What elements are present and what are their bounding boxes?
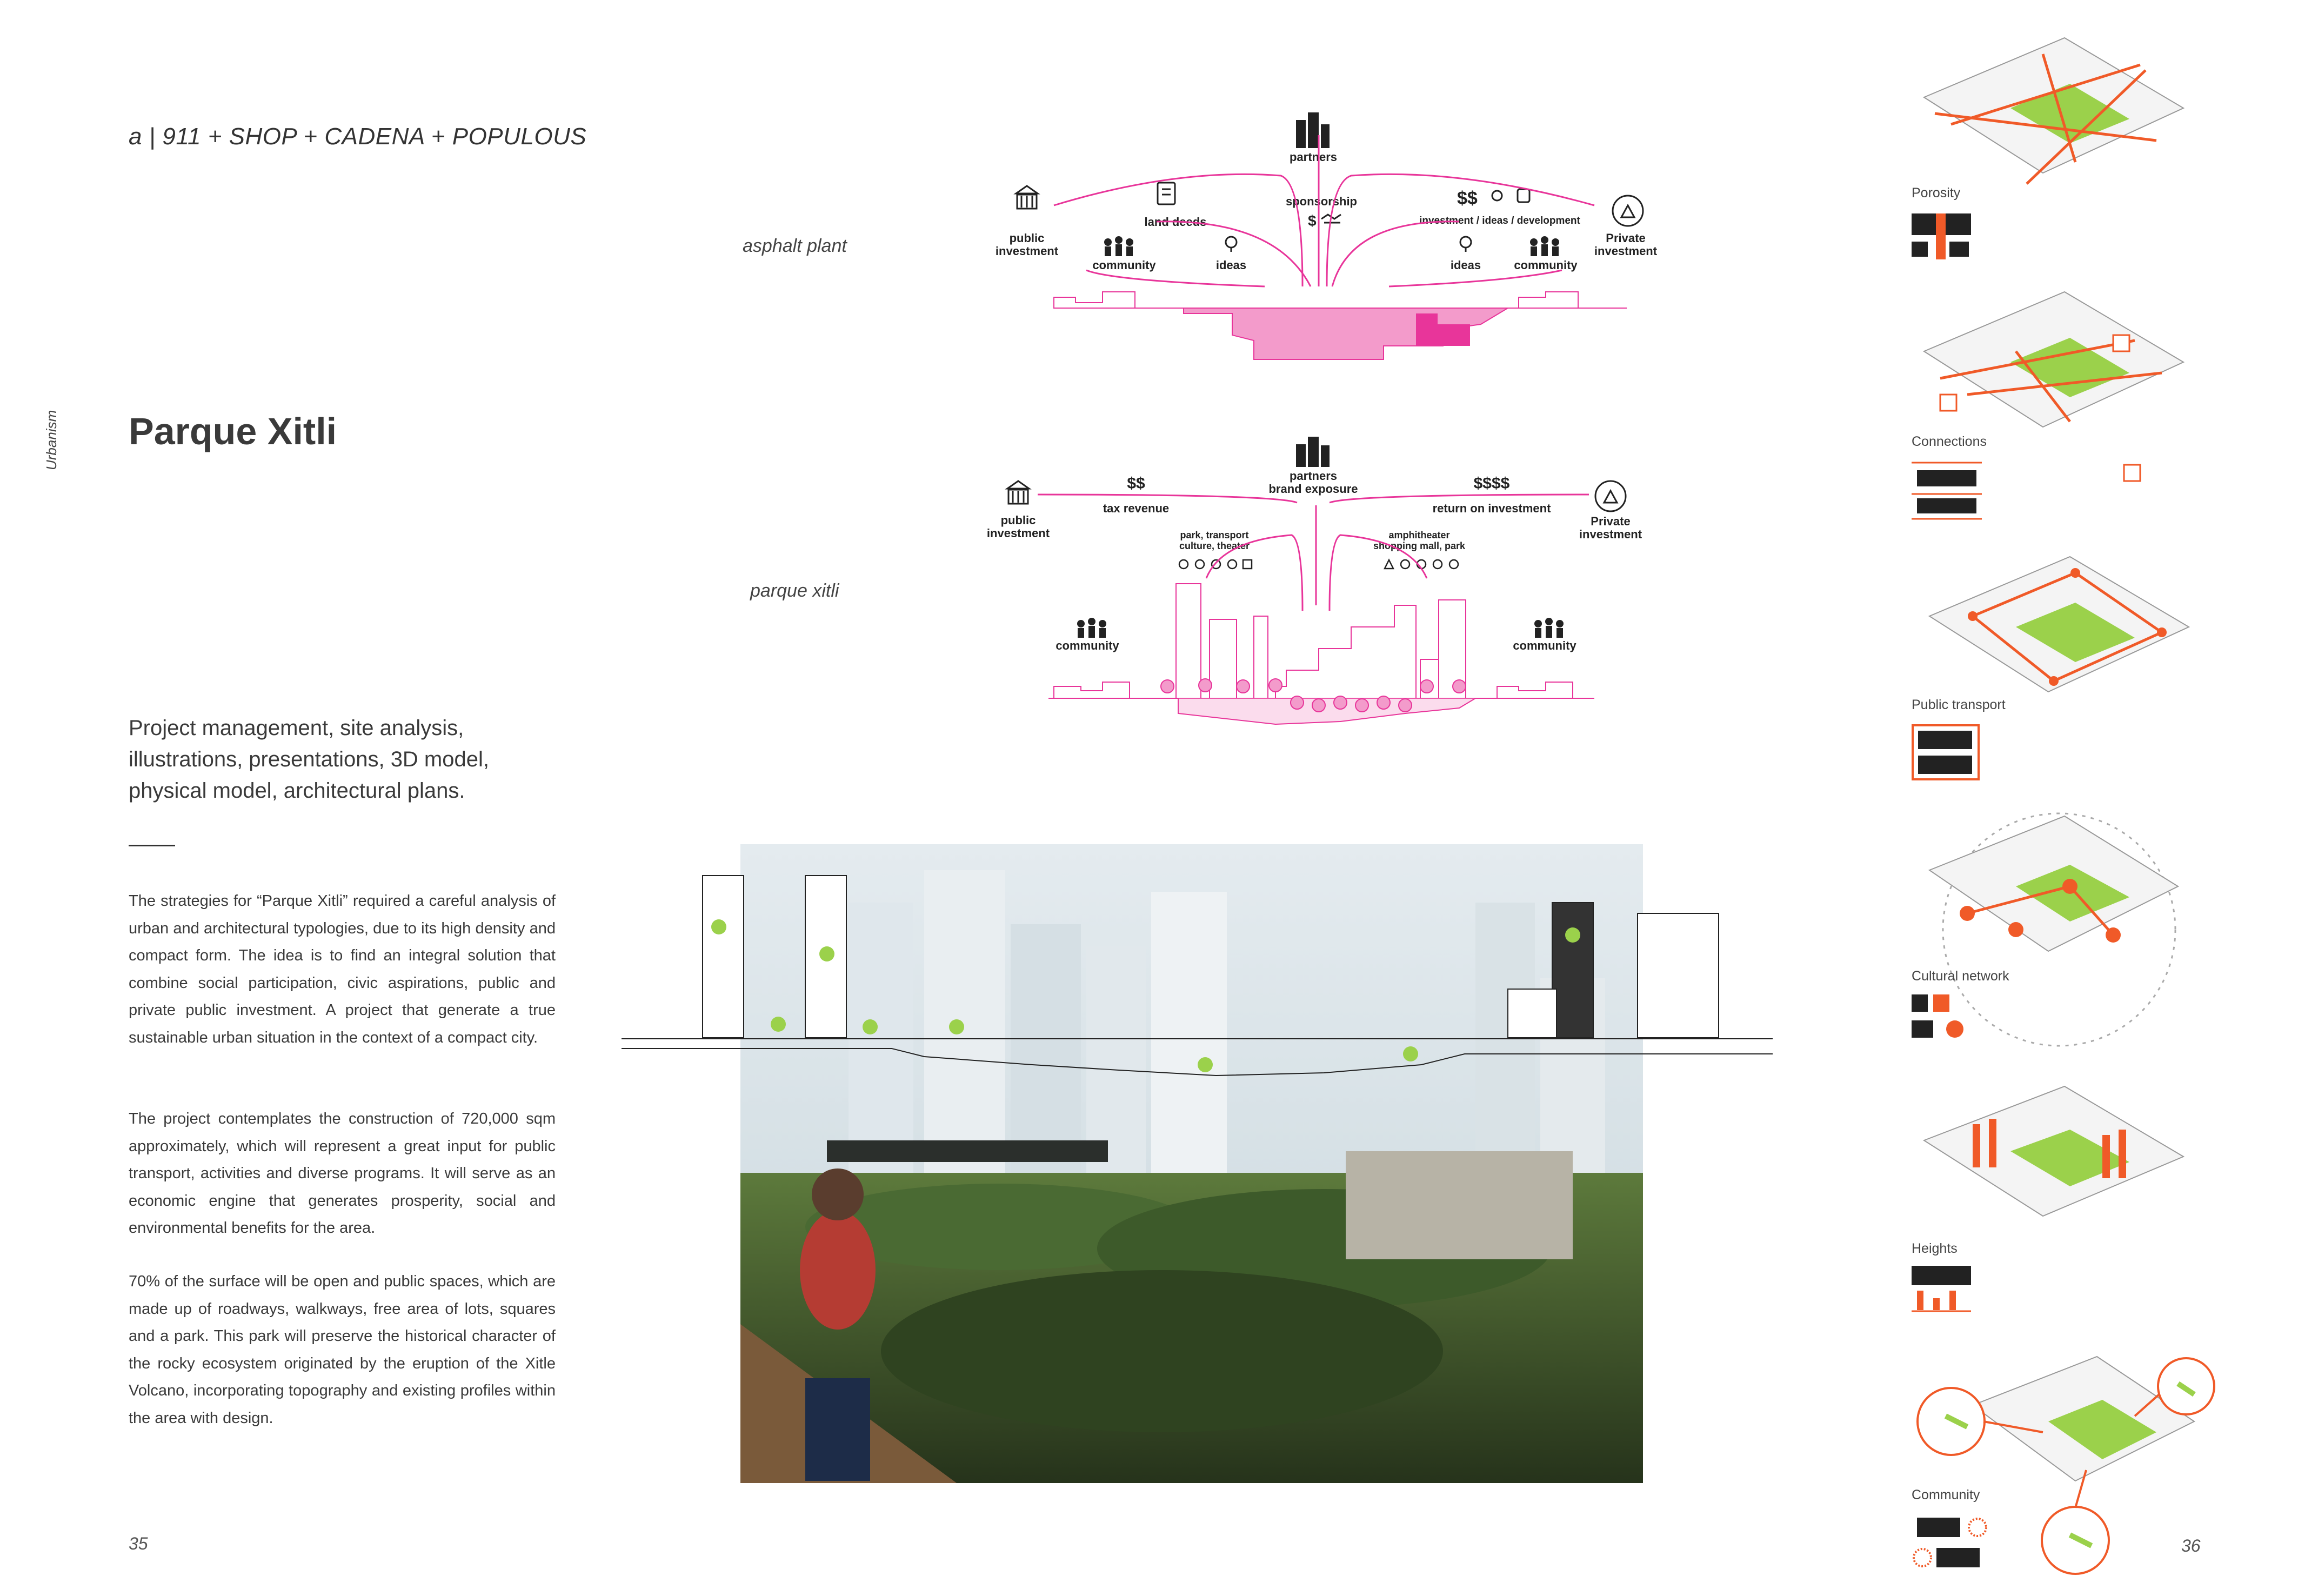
community-label-left: community xyxy=(1056,639,1119,652)
community-icon xyxy=(1530,236,1559,256)
money-symbol: $$ xyxy=(1457,188,1478,209)
private-investment-label-2: investment xyxy=(1594,244,1658,258)
body-paragraph-1: The strategies for “Parque Xitli” required a careful analysis of urban and architectural typologies, due to its high density and compact form. The idea is to find an integral solution that combine social participation, civic aspirations, public and private public investment. A project that generate a true sustainable urban situation in the context of a compact city. xyxy=(129,892,556,1046)
community-label-left: community xyxy=(1092,258,1156,272)
tax-revenue-label: tax revenue xyxy=(1103,502,1170,515)
cultural-network-key-icon xyxy=(1912,994,1971,1054)
parque-xitli-diagram xyxy=(973,432,1643,757)
investment-ideas-label: investment / ideas / development xyxy=(1419,215,1580,226)
page-number-left: 35 xyxy=(129,1534,148,1553)
community-label-right: community xyxy=(1513,639,1576,652)
panel-label-connections: Connections xyxy=(1912,434,1987,449)
park-rendering-image xyxy=(740,844,1643,1483)
section-label-parque: parque xitli xyxy=(750,580,839,601)
community-icon xyxy=(1534,618,1564,638)
section-rendering xyxy=(622,838,1778,1486)
heights-map xyxy=(1908,1081,2200,1254)
return-label: return on investment xyxy=(1432,502,1551,515)
ideas-label-left: ideas xyxy=(1215,258,1247,272)
community-icon xyxy=(1104,236,1133,256)
asphalt-plant-diagram xyxy=(973,108,1658,368)
connections-key-icon xyxy=(1912,458,1987,523)
partners-label: partners xyxy=(1289,150,1338,164)
private-investment-label-1: Private xyxy=(1591,515,1631,528)
amphitheater-label-2: shopping mall, park xyxy=(1373,540,1466,551)
brand-exposure-label: brand exposure xyxy=(1268,482,1358,496)
page-title: Parque Xitli xyxy=(129,410,337,452)
panel-label-community: Community xyxy=(1912,1487,1980,1502)
land-deeds-label: land deeds xyxy=(1144,215,1207,229)
amphitheater-label-1: amphitheater xyxy=(1388,530,1450,540)
panel-label-public-transport: Public transport xyxy=(1912,697,2006,712)
program-icons xyxy=(1179,560,1458,569)
park-transport-label-1: park, transport xyxy=(1180,530,1249,540)
divider xyxy=(129,845,175,846)
public-transport-key-icon xyxy=(1912,724,1982,784)
public-investment-label-1: public xyxy=(1009,231,1045,245)
porosity-key-icon xyxy=(1912,213,1976,262)
sponsorship-dollar: $ xyxy=(1308,212,1317,229)
panel-label-porosity: Porosity xyxy=(1912,185,1961,201)
community-icon xyxy=(1077,618,1106,638)
partners-icon xyxy=(1296,112,1330,148)
credits-line: a | 911 + SHOP + CADENA + POPULOUS xyxy=(129,123,587,150)
park-transport-label-2: culture, theater xyxy=(1179,540,1250,551)
body-paragraph-3: 70% of the surface will be open and public spaces, which are made up of roadways, walkways, free area of lots, squares and a park. This park will preserve the historical character of the rocky ecosystem originated by the eruption of the Xitle Volcano, incorporating topography and existing profiles within the area with design. xyxy=(129,1273,556,1427)
body-paragraph-2: The project contemplates the construction of 720,000 sqm approximately, which will represent a great input for public transport, activities and diverse programs. It will serve as an economic engine that generates prosperity, social and environmental benefits for the area. xyxy=(129,1110,556,1237)
project-scope-subtitle: Project management, site analysis, illustrations, presentations, 3D model, physical model, architectural plans. xyxy=(129,716,489,803)
private-investment-icon xyxy=(1595,481,1626,511)
public-investment-label-1: public xyxy=(1000,513,1036,527)
document-icon xyxy=(1158,183,1175,204)
community-label-right: community xyxy=(1514,258,1578,272)
tax-symbol: $$ xyxy=(1127,475,1145,492)
private-investment-label-2: investment xyxy=(1579,527,1642,541)
panel-label-heights: Heights xyxy=(1912,1241,1958,1256)
return-symbol: $$$$ xyxy=(1473,475,1510,492)
partners-label: partners xyxy=(1289,469,1338,483)
bank-icon xyxy=(1016,186,1038,209)
community-key-icon xyxy=(1912,1513,1993,1573)
private-investment-label-1: Private xyxy=(1606,231,1646,245)
panel-label-cultural-network: Cultural network xyxy=(1912,969,2009,984)
section-tag xyxy=(43,400,76,470)
heights-key-icon xyxy=(1912,1266,1976,1314)
section-label-asphalt: asphalt plant xyxy=(743,236,847,256)
public-investment-label-2: investment xyxy=(986,526,1050,540)
bank-icon xyxy=(1007,481,1029,504)
sponsorship-label: sponsorship xyxy=(1285,195,1358,208)
investment-icons xyxy=(1492,189,1529,202)
partners-icon xyxy=(1296,437,1330,467)
asphalt-section xyxy=(1054,292,1627,359)
section-tag-label: Urbanism xyxy=(43,410,59,470)
ideas-label-right: ideas xyxy=(1450,258,1481,272)
lightbulb-icon xyxy=(1226,237,1237,252)
private-investment-icon xyxy=(1613,196,1643,226)
page-number-right: 36 xyxy=(2181,1536,2201,1555)
public-investment-label-2: investment xyxy=(995,244,1059,258)
lightbulb-icon xyxy=(1460,237,1471,252)
